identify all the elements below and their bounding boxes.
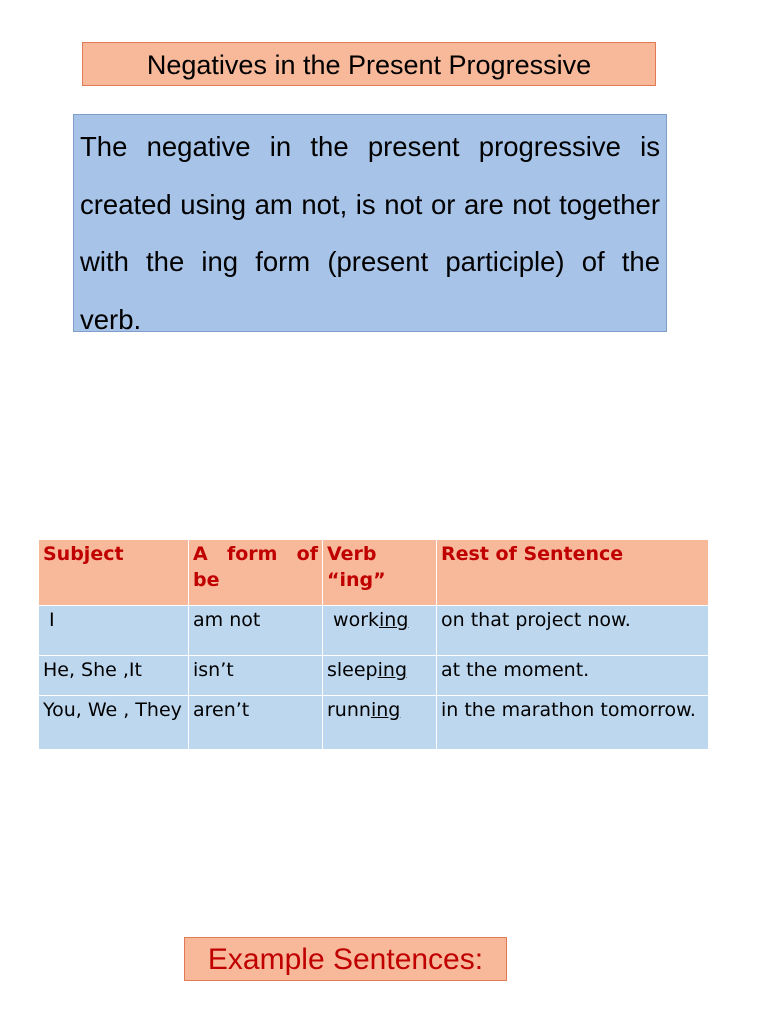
cell-subject <box>39 606 189 656</box>
grammar-table <box>38 539 709 750</box>
header-subject: Subject <box>39 540 189 606</box>
cell-be-form: aren’t <box>189 696 323 750</box>
cell-rest: in the marathon tomorrow. <box>437 696 709 750</box>
table-row <box>39 696 709 750</box>
cell-be-form: am not <box>189 606 323 656</box>
cell-be-form: isn’t <box>189 656 323 696</box>
verb-stem: sleep <box>327 659 378 681</box>
cell-rest: on that project now. <box>437 606 709 656</box>
verb-stem: runn <box>327 699 371 721</box>
cell-subject-text: He, She ,It <box>43 659 142 681</box>
cell-verb <box>323 606 437 656</box>
page-title: Negatives in the Present Progressive <box>82 42 656 86</box>
table-row <box>39 606 709 656</box>
verb-suffix: ing <box>377 659 408 681</box>
table-header-row <box>39 540 709 606</box>
verb-stem: work <box>327 609 380 631</box>
cell-verb <box>323 696 437 750</box>
verb-suffix: ing <box>379 609 409 631</box>
header-be-form: A form of be <box>189 540 323 606</box>
table-row <box>39 656 709 696</box>
example-sentences-heading: Example Sentences: <box>184 937 507 981</box>
cell-subject <box>39 656 189 696</box>
cell-verb <box>323 656 437 696</box>
cell-rest: at the moment. <box>437 656 709 696</box>
header-verb-ing: Verb “ing” <box>323 540 437 606</box>
header-rest-of-sentence: Rest of Sentence <box>437 540 709 606</box>
cell-subject: You, We , They <box>39 696 189 750</box>
verb-suffix: ing <box>370 699 401 721</box>
intro-text: The negative in the present progressive is created using am not, is not or are not together with the ing form (present participle) of the verb. <box>73 114 667 332</box>
cell-subject-text: I <box>43 609 55 631</box>
